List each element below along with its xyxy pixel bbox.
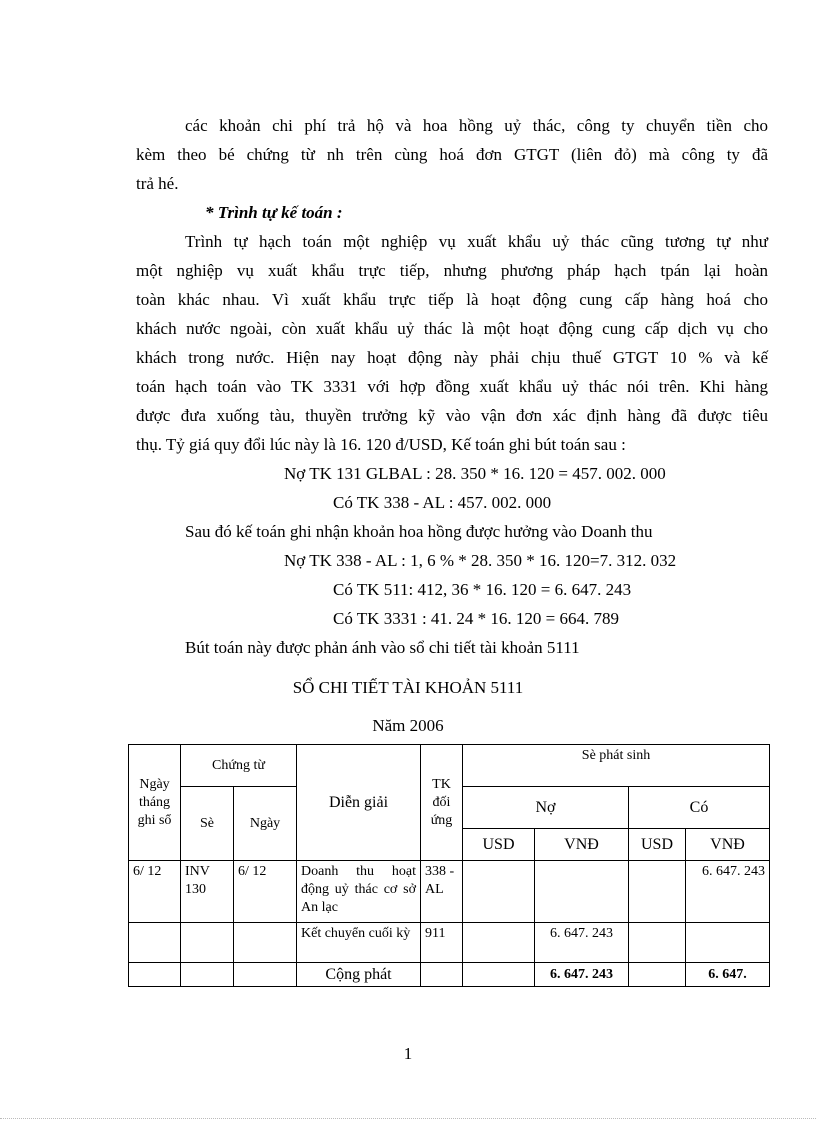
paragraph-line: kèm theo bé chứng từ nh trên cùng hoá đơn GTGT (liên đỏ) mà công ty đã — [136, 145, 768, 164]
header-row — [129, 745, 770, 787]
journal-entry-credit: Có TK 511: 412, 36 * 16. 120 = 6. 647. 243 — [333, 580, 632, 599]
cell-account: 911 — [421, 923, 463, 963]
total-credit-vnd: 6. 647. — [686, 963, 770, 987]
page-bottom-rule — [0, 1118, 816, 1119]
cell-credit-vnd: 6. 647. 243 — [686, 861, 770, 923]
cell-credit-vnd — [686, 923, 770, 963]
ledger-table — [128, 744, 770, 987]
journal-entry-debit: Nợ TK 338 - AL : 1, 6 % * 28. 350 * 16. 120=7. 312. 032 — [284, 551, 677, 570]
journal-entry-credit: Có TK 338 - AL : 457. 002. 000 — [333, 493, 552, 512]
ledger-year: Năm 2006 — [372, 716, 444, 735]
header-account: TK đối ứng — [421, 745, 463, 861]
cell-date — [129, 923, 181, 963]
journal-entry-credit: Có TK 3331 : 41. 24 * 16. 120 = 664. 789 — [333, 609, 620, 628]
ledger-title: SỔ CHI TIẾT TÀI KHOẢN 5111 — [292, 678, 524, 697]
cell-description: Kết chuyển cuối kỳ — [297, 923, 421, 963]
paragraph-line: được đưa xuống tàu, thuyền trưởng kỹ vào vận đơn xác định hàng đã được tiêu — [136, 406, 768, 425]
paragraph-line: trả hé. — [136, 174, 179, 193]
cell-debit-usd — [463, 923, 535, 963]
cell-debit-vnd — [535, 861, 629, 923]
total-label: Cộng phát — [297, 963, 421, 987]
cell-voucher-no: INV 130 — [181, 861, 234, 923]
paragraph-line: khách nước ngoài, còn xuất khẩu uỷ thác là một hoạt động cung cấp dịch vụ cho — [136, 319, 768, 338]
header-debit-usd: USD — [463, 829, 535, 861]
header-description: Diễn giải — [297, 745, 421, 861]
header-credit-vnd: VNĐ — [686, 829, 770, 861]
table-row — [129, 861, 770, 923]
journal-entry-debit: Nợ TK 131 GLBAL : 28. 350 * 16. 120 = 457. 002. 000 — [284, 464, 666, 483]
section-heading: * Trình tự kế toán : — [205, 203, 343, 222]
cell-voucher-date: 6/ 12 — [234, 861, 297, 923]
header-voucher: Chứng từ — [181, 745, 297, 787]
header-voucher-no: Sè — [181, 787, 234, 861]
paragraph-line: thụ. Tỷ giá quy đổi lúc này là 16. 120 đ/USD, Kế toán ghi bút toán sau : — [136, 435, 626, 454]
header-credit-usd: USD — [629, 829, 686, 861]
table-row — [129, 923, 770, 963]
cell-debit-vnd: 6. 647. 243 — [535, 923, 629, 963]
cell-credit-usd — [629, 861, 686, 923]
cell-voucher-no — [181, 923, 234, 963]
cell-credit-usd — [629, 923, 686, 963]
cell-description: Doanh thu hoạt động uỷ thác cơ sở An lạc — [297, 861, 421, 923]
header-credit: Có — [629, 787, 770, 829]
header-voucher-date: Ngày — [234, 787, 297, 861]
paragraph-line: các khoản chi phí trả hộ và hoa hồng uỷ thác, công ty chuyển tiền cho — [185, 116, 768, 135]
cell-account: 338 - AL — [421, 861, 463, 923]
paragraph-line: Trình tự hạch toán một nghiệp vụ xuất khẩu uỷ thác cũng tương tự như — [185, 232, 768, 251]
header-debit-vnd: VNĐ — [535, 829, 629, 861]
cell-date: 6/ 12 — [129, 861, 181, 923]
header-arising: Sè phát sinh — [463, 745, 770, 787]
paragraph-line: Sau đó kế toán ghi nhận khoản hoa hồng được hưởng vào Doanh thu — [185, 522, 653, 541]
cell-debit-usd — [463, 861, 535, 923]
paragraph-line: Bút toán này được phản ánh vào sổ chi tiết tài khoản 5111 — [185, 638, 580, 657]
paragraph-line: toán hạch toán vào TK 3331 với hợp đồng xuất khẩu uỷ thác nói trên. Khi hàng — [136, 377, 768, 396]
total-debit-vnd: 6. 647. 243 — [535, 963, 629, 987]
total-row — [129, 963, 770, 987]
cell-voucher-date — [234, 923, 297, 963]
paragraph-line: một nghiệp vụ xuất khẩu trực tiếp, nhưng phương pháp hạch tpán lại hoàn — [136, 261, 768, 280]
paragraph-line: toàn khác nhau. Vì xuất khẩu trực tiếp là hoạt động cung cấp hàng hoá cho — [136, 290, 768, 309]
header-debit: Nợ — [463, 787, 629, 829]
header-date: Ngày tháng ghi sổ — [129, 745, 181, 861]
page-number: 1 — [403, 1044, 413, 1063]
paragraph-line: khách trong nước. Hiện nay hoạt động này phải chịu thuế GTGT 10 % và kế — [136, 348, 768, 367]
